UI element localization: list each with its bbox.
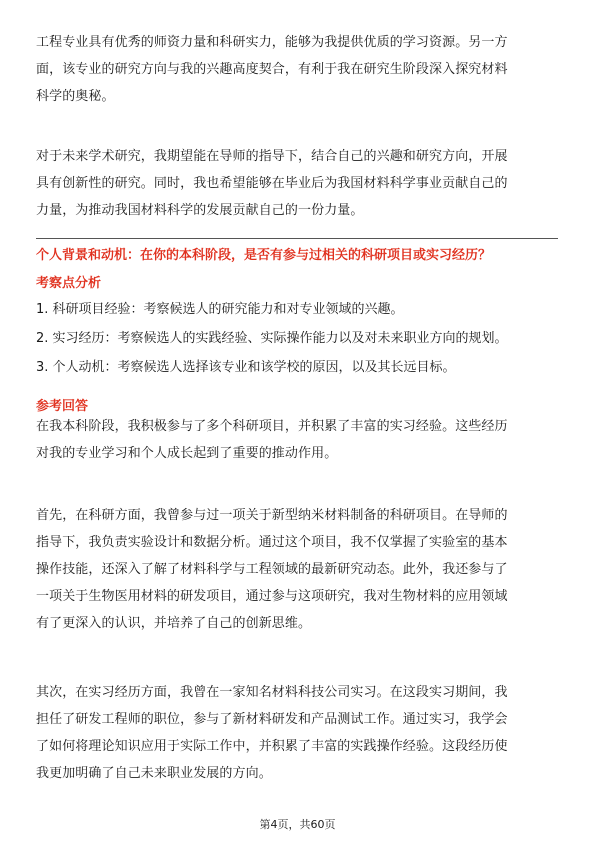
text-line: 有了更深入的认识，并培养了自己的创新思维。	[36, 616, 312, 631]
answer-paragraph-3	[36, 679, 558, 787]
text-line: 工程专业具有优秀的师资力量和科研实力，能够为我提供优质的学习资源。另一方	[36, 35, 508, 50]
future-research-paragraph	[36, 143, 558, 224]
section-divider	[36, 238, 558, 239]
analysis-item: 3. 个人动机：考察候选人选择该专业和该学校的原因，以及其长远目标。	[36, 360, 456, 375]
text-line: 科学的奥秘。	[36, 89, 115, 104]
intro-paragraph	[36, 29, 558, 110]
text-line: 首先，在科研方面，我曾参与过一项关于新型纳米材料制备的科研项目。在导师的	[36, 508, 508, 523]
analysis-item: 1. 科研项目经验：考察候选人的研究能力和对专业领域的兴趣。	[36, 302, 404, 317]
text-line: 对我的专业学习和个人成长起到了重要的推动作用。	[36, 446, 338, 461]
text-line: 其次，在实习经历方面，我曾在一家知名材料科技公司实习。在这段实习期间，我	[36, 685, 508, 700]
page-number: 第4页，共60页	[259, 818, 336, 831]
text-line: 指导下，我负责实验设计和数据分析。通过这个项目，我不仅掌握了实验室的基本	[36, 535, 508, 550]
answer-paragraph-2	[36, 502, 558, 637]
answer-paragraph-1	[36, 413, 558, 467]
text-line: 力量，为推动我国材料科学的发展贡献自己的一份力量。	[36, 203, 364, 218]
text-line: 在我本科阶段，我积极参与了多个科研项目，并积累了丰富的实习经验。这些经历	[36, 419, 508, 434]
text-line: 我更加明确了自己未来职业发展的方向。	[36, 766, 272, 781]
text-line: 一项关于生物医用材料的研发项目，通过参与这项研究，我对生物材料的应用领域	[36, 589, 508, 604]
text-line: 担任了研发工程师的职位，参与了新材料研发和产品测试工作。通过实习，我学会	[36, 712, 508, 727]
answer-heading: 参考回答	[36, 399, 89, 414]
text-line: 操作技能，还深入了解了材料科学与工程领域的最新研究动态。此外，我还参与了	[36, 562, 508, 577]
question-heading: 个人背景和动机：在你的本科阶段，是否有参与过相关的科研项目或实习经历？	[36, 248, 492, 263]
text-line: 对于未来学术研究，我期望能在导师的指导下，结合自己的兴趣和研究方向，开展	[36, 149, 508, 164]
analysis-item: 2. 实习经历：考察候选人的实践经验、实际操作能力以及对未来职业方向的规划。	[36, 331, 508, 346]
analysis-heading: 考察点分析	[36, 276, 102, 291]
text-line: 了如何将理论知识应用于实际工作中，并积累了丰富的实践操作经验。这段经历使	[36, 739, 508, 754]
text-line: 具有创新性的研究。同时，我也希望能够在毕业后为我国材料科学事业贡献自己的	[36, 176, 508, 191]
text-line: 面，该专业的研究方向与我的兴趣高度契合，有利于我在研究生阶段深入探究材料	[36, 62, 508, 77]
